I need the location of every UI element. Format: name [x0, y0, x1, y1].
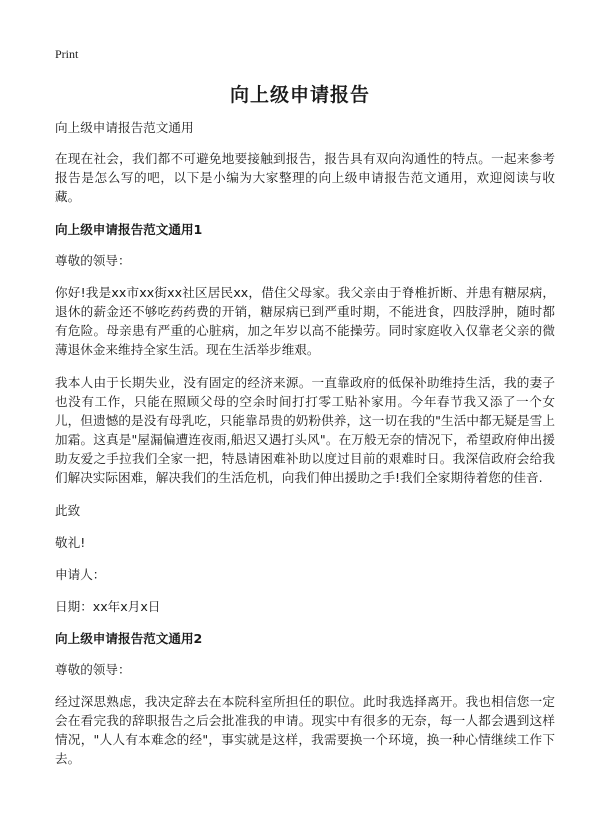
document-body [55, 118, 555, 782]
section-1-closing-2: 敬礼! [55, 535, 86, 550]
section-2-paragraph-1: 经过深思熟虑，我决定辞去在本院科室所担任的职位。此时我选择离开。我也相信您一定会在看完我的辞职报告之后会批准我的申请。现实中有很多的无奈，每一人都会遇到这样情况，"人人有本难念的经"，事实就是这样，我需要换一个环境，换一种心情继续工作下去。 [55, 694, 555, 766]
section-2-heading: 向上级申请报告范文通用2 [55, 631, 203, 646]
section-1-date: 日期：xx年x月x日 [55, 599, 161, 614]
section-1-applicant: 申请人： [55, 567, 106, 582]
section-1-paragraph-2: 我本人由于长期失业，没有固定的经济来源。一直靠政府的低保补助维持生活，我的妻子也没有工作，只能在照顾父母的空余时间打打零工贴补家用。今年春节我又添了一个女儿，但遗憾的是没有母乳吃，只能靠昂贵的奶粉供养，这一切在我的"生活中都无疑是雪上加霜。这真是"屋漏偏遭连夜雨,船迟又遇打头风"。在万般无奈的情况下，希望政府伸出援助友爱之手拉我们全家一把，特恳请困难补助以度过目前的艰难时日。我深信政府会给我们解决实际困难，解决我们的生活危机，向我们伸出援助之手!我们全家期待着您的佳音. [55, 375, 555, 485]
section-1-heading: 向上级申请报告范文通用1 [55, 222, 203, 237]
page-title: 向上级申请报告 [229, 84, 370, 106]
section-1-closing-1: 此致 [55, 503, 81, 518]
intro-paragraph: 在现在社会，我们都不可避免地要接触到报告，报告具有双向沟通性的特点。一起来参考报告是怎么写的吧，以下是小编为大家整理的向上级申请报告范文通用，欢迎阅读与收藏。 [55, 151, 555, 204]
section-1-paragraph-1: 你好!我是xx市xx街xx社区居民xx，借住父母家。我父亲由于脊椎折断、并患有糖尿病，退休的薪金还不够吃药药费的开销，糖尿病已到严重时期，不能进食，四肢浮肿，随时都有危险。母亲患有严重的心脏病，加之年岁以高不能操劳。同时家庭收入仅靠老父亲的微薄退休金来维持全家生活。现在生活举步维艰。 [55, 285, 555, 357]
print-link[interactable]: Print [55, 47, 79, 61]
document-subtitle: 向上级申请报告范文通用 [55, 120, 194, 135]
section-1-salutation: 尊敬的领导： [55, 253, 131, 268]
section-2-salutation: 尊敬的领导： [55, 662, 131, 677]
